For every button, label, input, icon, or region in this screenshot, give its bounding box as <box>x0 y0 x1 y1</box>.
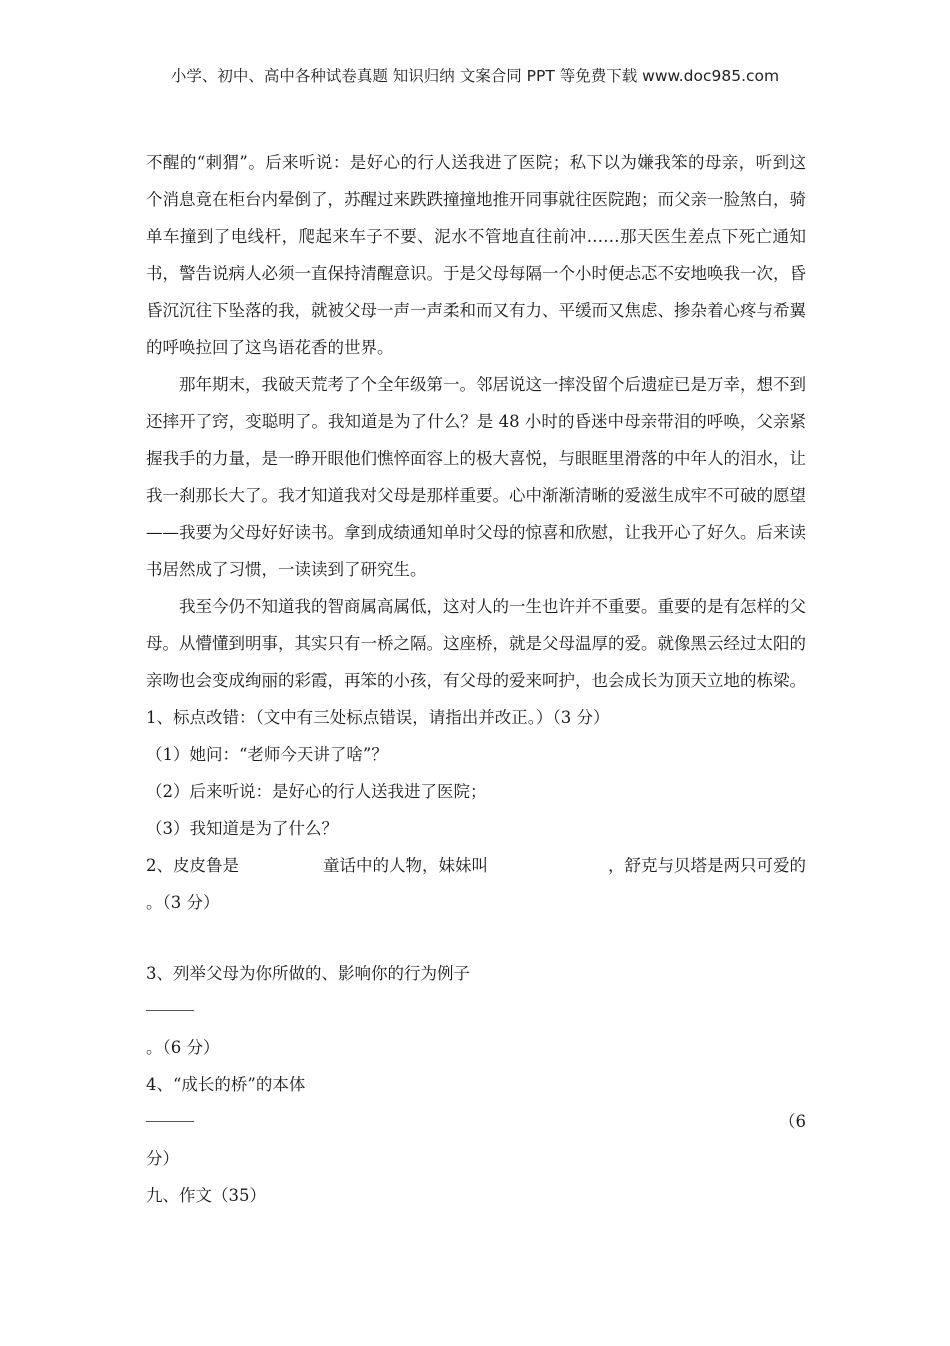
paragraph-1: 不醒的“刺猬”。后来听说：是好心的行人送我进了医院；私下以为嫌我笨的母亲，听到这个消息竟在柜台内晕倒了，苏醒过来跌跌撞撞地推开同事就往医院跑；而父亲一脸煞白，骑单车撞到了电线杆，爬起来车子不要、泥水不管地直往前冲……那天医生差点下死亡通知书，警告说病人必须一直保持清醒意识。于是父母每隔一个小时便忐忑不安地唤我一次，昏昏沉沉往下坠落的我，就被父母一声一声柔和而又有力、平缓而又焦虑、掺杂着心疼与希翼的呼唤拉回了这鸟语花香的世界。 <box>146 153 806 357</box>
question-3-end: 。（6 分） <box>146 1038 220 1057</box>
document-body <box>146 144 806 1214</box>
question-2-part-1: 2、皮皮鲁是 <box>146 856 239 875</box>
question-2 <box>146 847 806 884</box>
question-3-title: 3、列举父母为你所做的、影响你的行为例子 <box>146 964 470 983</box>
answer-line <box>146 1010 194 1011</box>
section-9-heading: 九、作文（35） <box>146 1186 266 1205</box>
question-1-item-1: （1）她问：“老师今天讲了啥”？ <box>146 745 388 764</box>
spacer <box>146 921 806 955</box>
question-1-title: 1、标点改错：（文中有三处标点错误，请指出并改正。）（3 分） <box>146 708 610 727</box>
question-2-part-2: 童话中的人物，妹妹叫 <box>323 856 488 875</box>
page-header: 小学、初中、高中各种试卷真题 知识归纳 文案合同 PPT 等免费下载 www.doc985.com <box>170 67 780 85</box>
question-4-title: 4、“成长的桥”的本体 <box>146 1075 306 1094</box>
question-4-answer-row <box>146 1103 806 1140</box>
question-1-item-2: （2）后来听说：是好心的行人送我进了医院； <box>146 782 487 801</box>
answer-line <box>146 1121 194 1122</box>
paragraph-2: 那年期末，我破天荒考了个全年级第一。邻居说这一摔没留个后遗症已是万幸，想不到还摔开了窍，变聪明了。我知道是为了什么？是 48 小时的昏迷中母亲带泪的呼唤，父亲紧握我手的力量，是一睁开眼他们憔悴面容上的极大喜悦，与眼眶里滑落的中年人的泪水，让我一刹那长大了。我才知道我对父母是那样重要。心中渐渐清晰的爱滋生成牢不可破的愿望——我要为父母好好读书。拿到成绩通知单时父母的惊喜和欣慰，让我开心了好久。后来读书居然成了习惯，一读读到了研究生。 <box>146 375 806 579</box>
paragraph-3: 我至今仍不知道我的智商属高属低，这对人的一生也许并不重要。重要的是有怎样的父母。从懵懂到明事，其实只有一桥之隔。这座桥，就是父母温厚的爱。就像黑云经过太阳的亲吻也会变成绚丽的彩霞，再笨的小孩，有父母的爱来呵护，也会成长为顶天立地的栋梁。 <box>146 597 806 690</box>
question-2-part-3: ，舒克与贝塔是两只可爱的 <box>608 856 806 875</box>
question-4-score-end: 分） <box>146 1149 179 1168</box>
question-1-item-3: （3）我知道是为了什么？ <box>146 819 338 838</box>
question-4-score: （6 <box>779 1112 806 1131</box>
question-2-end: 。（3 分） <box>146 893 220 912</box>
